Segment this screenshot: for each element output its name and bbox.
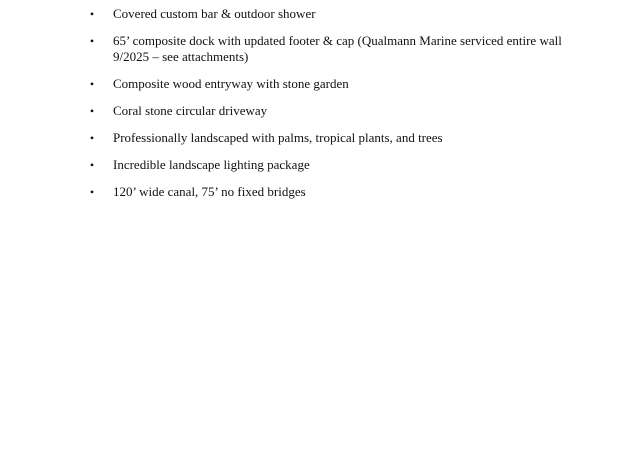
list-item xyxy=(0,157,640,173)
bullet-icon: • xyxy=(89,104,95,118)
list-item xyxy=(0,103,640,119)
list-item xyxy=(0,6,640,22)
list-item-text: 65’ composite dock with updated footer & cap (Qualmann Marine serviced entire wall 9/2025 – see attachments) xyxy=(113,33,562,64)
bullet-icon: • xyxy=(89,158,95,172)
bullet-icon: • xyxy=(89,77,95,91)
list-item-text: Coral stone circular driveway xyxy=(113,103,268,118)
list-item-text: Incredible landscape lighting package xyxy=(113,157,310,172)
feature-bullet-list xyxy=(0,6,640,211)
list-item-text: 120’ wide canal, 75’ no fixed bridges xyxy=(113,184,306,199)
bullet-icon: • xyxy=(89,34,95,48)
list-item-text: Composite wood entryway with stone garden xyxy=(113,76,349,91)
list-item xyxy=(0,184,640,200)
list-item xyxy=(0,130,640,146)
list-item xyxy=(0,33,640,65)
bullet-icon: • xyxy=(89,131,95,145)
list-item xyxy=(0,76,640,92)
bullet-icon: • xyxy=(89,7,95,21)
list-item-text: Covered custom bar & outdoor shower xyxy=(113,6,316,21)
list-item-text: Professionally landscaped with palms, tropical plants, and trees xyxy=(113,130,443,145)
bullet-icon: • xyxy=(89,185,95,199)
